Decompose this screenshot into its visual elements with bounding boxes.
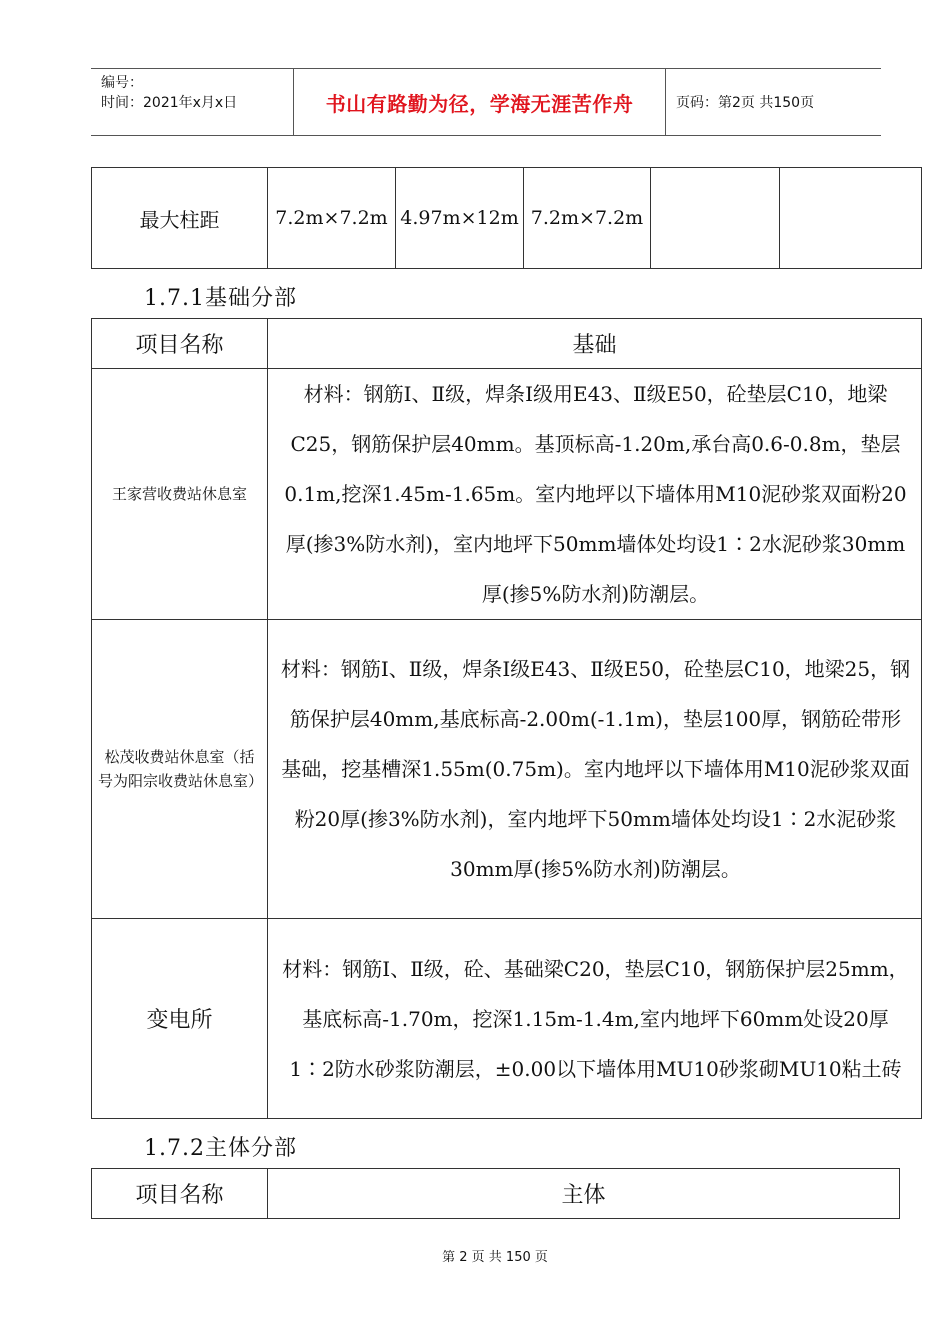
table-cell: 7.2m×7.2m — [524, 168, 651, 269]
main-structure-table — [91, 1168, 900, 1219]
table-row — [92, 919, 922, 1119]
column-header-name: 项目名称 — [92, 1169, 268, 1219]
header-motto: 书山有路勤为径，学海无涯苦作舟 — [325, 91, 634, 116]
table-cell: 4.97m×12m — [396, 168, 524, 269]
header-meta — [91, 69, 293, 135]
column-spacing-table — [91, 167, 922, 269]
section-title: 1.7.2主体分部 — [144, 1136, 297, 1161]
table-row — [92, 620, 922, 919]
project-content: 材料：钢筋Ⅰ、Ⅱ级，焊条Ⅰ级E43、Ⅱ级E50，砼垫层C10，地梁25，钢筋保护层40mm,基底标高-2.00m(-1.1m)，垫层100厚，钢筋砼带形基础，挖基槽深1.55m(0.75m)。室内地坪以下墙体用M10泥砂浆双面粉20厚(掺3%防水剂)，室内地坪下50mm墙体处均设1∶2水泥砂浆30mm厚(掺5%防水剂)防潮层。 — [268, 620, 922, 919]
page-footer: 第 2 页 共 150 页 — [442, 1250, 548, 1265]
table-header-row — [92, 319, 922, 369]
project-name: 松茂收费站休息室（括号为阳宗收费站休息室） — [92, 620, 268, 919]
column-header-name: 项目名称 — [92, 319, 268, 369]
project-name: 变电所 — [92, 919, 268, 1119]
project-name: 王家营收费站休息室 — [92, 369, 268, 620]
column-header-content: 主体 — [268, 1169, 900, 1219]
table-row — [92, 168, 922, 269]
table-cell — [780, 168, 922, 269]
max-column-spacing-label: 最大柱距 — [92, 168, 268, 269]
page-header — [91, 68, 881, 136]
column-header-content: 基础 — [268, 319, 922, 369]
table-cell — [651, 168, 780, 269]
code-label: 编号： — [101, 75, 143, 91]
table-cell: 7.2m×7.2m — [268, 168, 396, 269]
header-page-info: 页码：第2页 共150页 — [676, 95, 815, 111]
project-content: 材料：钢筋Ⅰ、Ⅱ级，砼、基础梁C20，垫层C10，钢筋保护层25mm，基底标高-1.70m，挖深1.15m-1.4m,室内地坪下60mm处设20厚1∶2防水砂浆防潮层，±0.00以下墙体用MU10砂浆砌MU10粘土砖 — [268, 919, 922, 1119]
project-content: 材料：钢筋Ⅰ、Ⅱ级，焊条Ⅰ级用E43、Ⅱ级E50，砼垫层C10，地梁C25，钢筋保护层40mm。基顶标高-1.20m,承台高0.6-0.8m，垫层0.1m,挖深1.45m-1.65m。室内地坪以下墙体用M10泥砂浆双面粉20厚(掺3%防水剂)，室内地坪下50mm墙体处均设1∶2水泥砂浆30mm厚(掺5%防水剂)防潮层。 — [268, 369, 922, 620]
foundation-table — [91, 318, 922, 1119]
table-row — [92, 369, 922, 620]
section-title: 1.7.1基础分部 — [144, 286, 297, 311]
table-header-row — [92, 1169, 900, 1219]
time-line: 时间：2021年x月x日 — [101, 95, 238, 111]
